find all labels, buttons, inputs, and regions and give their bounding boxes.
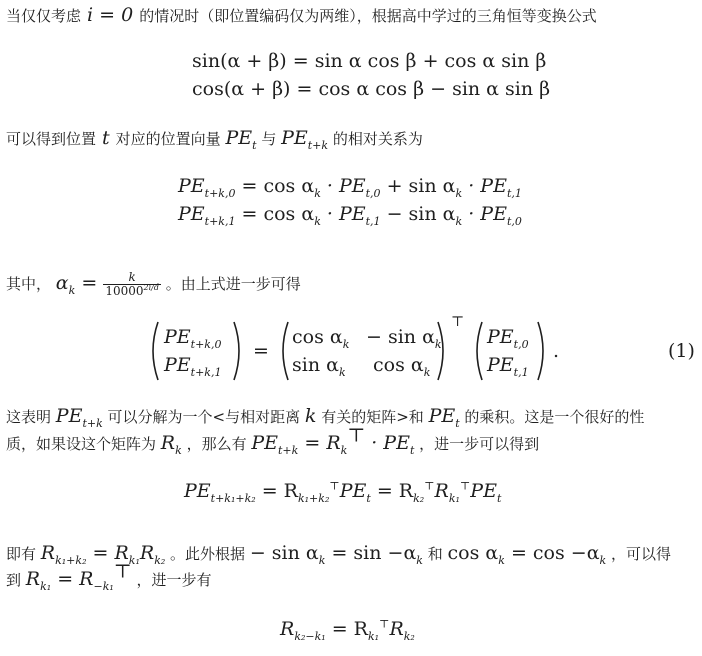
inline-math: $\cos \alpha_k = \cos -\alpha_k$ <box>447 542 607 567</box>
text: 的乘积。这是一个很好的性 <box>464 408 645 426</box>
matrix-entry: $\cos \alpha_k$ <box>292 326 350 351</box>
text: 与 <box>261 130 277 148</box>
matrix-entry: $\cos \alpha_k$ <box>373 354 431 379</box>
final-equation: $R_{k_2-k_1} = R_{k_1}^⊤R_{k_2}$ <box>280 617 415 643</box>
inline-math: $PE_{t+k} = R_k^⊤ \cdot PE_t$ <box>251 424 415 457</box>
text: 有关的矩阵>和 <box>321 408 424 426</box>
inline-math: k <box>304 405 317 427</box>
left-paren-icon <box>470 320 484 382</box>
vector-entry: $PE_{t+k,0}$ <box>164 326 222 351</box>
text: 。由上式进一步可得 <box>165 275 301 293</box>
right-paren-icon <box>536 320 550 382</box>
right-paren-icon <box>232 320 246 382</box>
paragraph-matrix-def <box>6 424 540 457</box>
left-paren-icon <box>146 320 160 382</box>
text: ，可以得 <box>610 545 671 563</box>
text: ，进一步有 <box>136 571 212 589</box>
inline-math: $R_{k_1+k_2} = R_{k_1}R_{k_2}$ <box>40 542 166 567</box>
relation-eq-2: $PE_{t+k,1} = \cos \alpha_k \cdot PE_{t,1} - \sin \alpha_k \cdot PE_{t,0}$ <box>178 203 522 228</box>
inline-math: $\alpha_k$ <box>55 272 76 297</box>
decomposition-equation: $PE_{t+k_1+k_2} = R_{k_1+k_2}^⊤PE_t = R_{k_2}^⊤R_{k_1}^⊤PE_t$ <box>184 479 502 505</box>
paragraph-alpha-def <box>6 266 301 301</box>
text: 其中， <box>6 275 52 293</box>
equals-sign: = <box>75 272 104 294</box>
text: 。此外根据 <box>170 545 246 563</box>
transpose-symbol: ⊤ <box>451 314 465 330</box>
text: 到 <box>6 571 22 589</box>
text: 的相对关系为 <box>332 130 423 148</box>
text: 对应的位置向量 <box>115 130 221 148</box>
inline-math: $PE_{t+k}$ <box>55 405 103 430</box>
text: 当仅仅考虑 <box>6 7 82 25</box>
inline-math: $R_k$ <box>160 432 182 457</box>
text: 这表明 <box>6 408 52 426</box>
vector-entry: $PE_{t,1}$ <box>487 354 529 379</box>
inline-math: $PE_t$ <box>428 405 460 430</box>
inline-math: $PE_t$ <box>225 127 257 152</box>
inline-math: t <box>102 127 110 149</box>
equals-sign: = <box>253 340 269 362</box>
trig-identity-cos: cos(α + β) = cos α cos β − sin α sin β <box>192 78 551 100</box>
matrix-entry: − $\sin \alpha_k$ <box>366 326 442 351</box>
relation-eq-1: $PE_{t+k,0} = \cos \alpha_k \cdot PE_{t,0} + \sin \alpha_k \cdot PE_{t,1}$ <box>178 175 522 200</box>
inline-math: − $\sin \alpha_k = \sin -\alpha_k$ <box>249 542 423 567</box>
matrix-entry: $\sin \alpha_k$ <box>292 354 346 379</box>
paragraph-decomposition <box>6 404 644 429</box>
paragraph-intro <box>6 3 597 28</box>
text: 可以得到位置 <box>6 130 97 148</box>
paragraph-product-rule <box>6 541 671 566</box>
inline-math: $R_{k_1} = R_{-k_1}^⊤$ <box>25 560 132 593</box>
text: 的情况时（即位置编码仅为两维），根据高中学过的三角恒等变换公式 <box>139 7 597 25</box>
right-paren-icon <box>436 320 450 382</box>
text: 即有 <box>6 545 37 563</box>
fraction: $\frac{k}{10000^{2i/d}}$ <box>105 270 159 298</box>
equation-number: (1) <box>668 340 695 362</box>
text: 质，如果设这个矩阵为 <box>6 435 157 453</box>
text: 和 <box>427 545 443 563</box>
text: 可以分解为一个<与相对距离 <box>107 408 301 426</box>
vector-entry: $PE_{t+k,1}$ <box>164 354 222 379</box>
paragraph-inverse <box>6 560 212 593</box>
inline-math: i = 0 <box>87 4 134 26</box>
inline-math: $PE_{t+k}$ <box>281 127 329 152</box>
period: . <box>553 340 560 362</box>
trig-identity-sin: sin(α + β) = sin α cos β + cos α sin β <box>192 50 547 72</box>
text: ，进一步可以得到 <box>419 435 540 453</box>
paragraph-relation <box>6 126 423 151</box>
vector-entry: $PE_{t,0}$ <box>487 326 529 351</box>
left-paren-icon <box>276 320 290 382</box>
text: ，那么有 <box>186 435 247 453</box>
